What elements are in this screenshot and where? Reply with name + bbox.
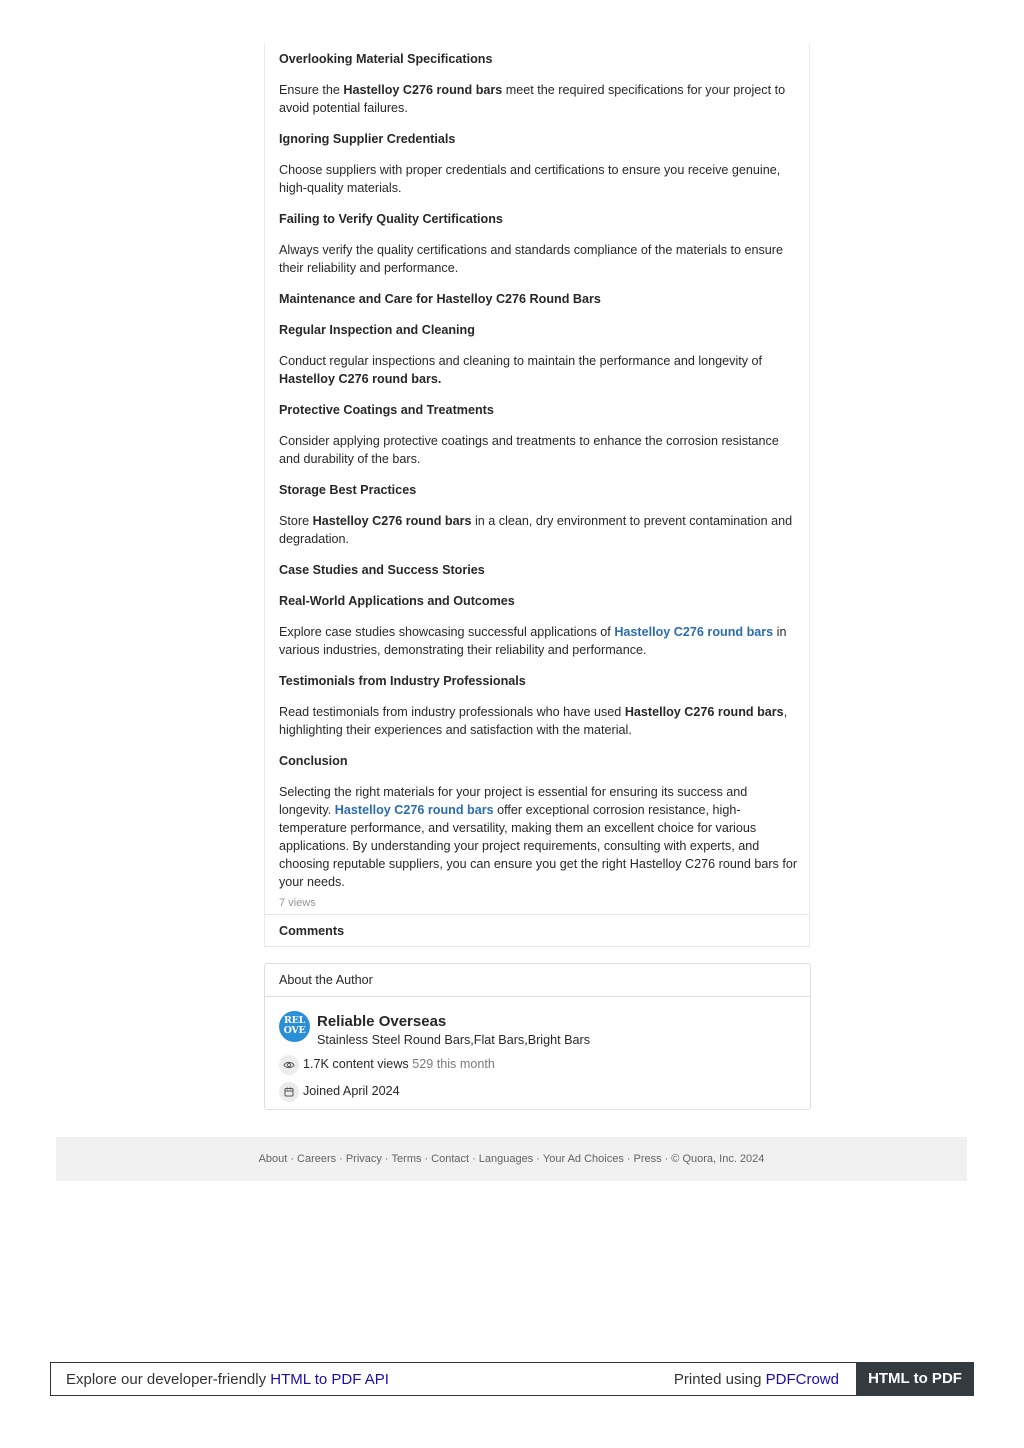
joined-date: Joined April 2024 — [303, 1084, 400, 1098]
comments-label: Comments — [279, 924, 345, 938]
paragraph: Explore case studies showcasing successful applications of Hastelloy C276 round bars in various industries, demonstrating their reliability and performance. — [279, 625, 787, 657]
footer-link-terms[interactable]: Terms — [391, 1153, 422, 1165]
footer-link-press[interactable]: Press — [633, 1153, 662, 1165]
footer-link-languages[interactable]: Languages — [478, 1153, 534, 1165]
section-heading: Storage Best Practices — [279, 483, 417, 497]
answer-card — [264, 44, 810, 947]
answer-body — [279, 50, 799, 891]
about-author-card — [264, 963, 811, 1110]
footer-link-ad-choices[interactable]: Your Ad Choices — [542, 1153, 624, 1165]
bold-text: Hastelloy C276 round bars — [624, 705, 784, 719]
pdfcrowd-explore: Explore our developer-friendly HTML to PDF API — [66, 1371, 389, 1388]
eye-icon — [279, 1055, 299, 1075]
author-name-link[interactable]: Reliable Overseas — [317, 1013, 447, 1030]
author-credential: Stainless Steel Round Bars,Flat Bars,Bright Bars — [317, 1033, 590, 1047]
product-link[interactable]: Hastelloy C276 round bars — [614, 625, 774, 639]
section-heading: Failing to Verify Quality Certifications — [279, 212, 503, 226]
section-heading: Regular Inspection and Cleaning — [279, 323, 475, 337]
section-heading: Overlooking Material Specifications — [279, 52, 493, 66]
section-heading: Ignoring Supplier Credentials — [279, 132, 456, 146]
paragraph: Read testimonials from industry professionals who have used Hastelloy C276 round bars, highlighting their experiences and satisfaction with the material. — [279, 705, 788, 737]
footer-link-about[interactable]: About — [258, 1153, 288, 1165]
paragraph: Selecting the right materials for your project is essential for ensuring its success and longevity. Hastelloy C276 round bars offer exceptional corrosion resistance, high-temperature performance, and versatility, making them an excellent choice for various applications. By understanding your project requirements, consulting with experts, and choosing reputable suppliers, you can ensure you get the right Hastelloy C276 round bars for your needs. — [279, 785, 798, 889]
site-footer: About · Careers · Privacy · Terms · Contact · Languages · Your Ad Choices · Press · © Quora, Inc. 2024 — [56, 1137, 967, 1181]
paragraph: Always verify the quality certifications and standards compliance of the materials to ensure their reliability and performance. — [279, 243, 783, 275]
html-to-pdf-api-link[interactable]: HTML to PDF API — [270, 1371, 389, 1388]
section-heading: Protective Coatings and Treatments — [279, 403, 494, 417]
paragraph: Store Hastelloy C276 round bars in a clean, dry environment to prevent contamination and degradation. — [279, 514, 793, 546]
comments-toggle[interactable] — [265, 914, 809, 946]
avatar[interactable]: REL OVE — [279, 1011, 310, 1042]
view-count: 7 views — [279, 897, 316, 909]
bold-text: Hastelloy C276 round bars. — [279, 372, 442, 386]
pdfcrowd-printed: Printed using PDFCrowd — [673, 1371, 839, 1388]
paragraph: Choose suppliers with proper credentials and certifications to ensure you receive genuine, high-quality materials. — [279, 163, 781, 195]
about-author-title: About the Author — [265, 964, 810, 997]
pdfcrowd-link[interactable]: PDFCrowd — [765, 1371, 839, 1388]
calendar-icon — [279, 1082, 299, 1102]
content-views: 1.7K content views — [303, 1057, 409, 1071]
footer-link-privacy[interactable]: Privacy — [345, 1153, 382, 1165]
monthly-views: 529 this month — [412, 1057, 495, 1071]
product-link[interactable]: Hastelloy C276 round bars — [334, 803, 494, 817]
footer-link-contact[interactable]: Contact — [431, 1153, 470, 1165]
section-heading: Case Studies and Success Stories — [279, 563, 485, 577]
footer-copyright: © Quora, Inc. 2024 — [671, 1153, 765, 1165]
paragraph: Consider applying protective coatings and treatments to enhance the corrosion resistance and durability of the bars. — [279, 434, 779, 466]
pdfcrowd-banner — [50, 1362, 974, 1396]
bold-text: Hastelloy C276 round bars — [343, 83, 503, 97]
footer-link-careers[interactable]: Careers — [297, 1153, 337, 1165]
section-heading: Maintenance and Care for Hastelloy C276 Round Bars — [279, 292, 601, 306]
bold-text: Hastelloy C276 round bars — [312, 514, 472, 528]
section-heading: Testimonials from Industry Professionals — [279, 674, 526, 688]
section-heading: Conclusion — [279, 754, 348, 768]
paragraph: Ensure the Hastelloy C276 round bars meet the required specifications for your project to avoid potential failures. — [279, 83, 786, 115]
paragraph: Conduct regular inspections and cleaning to maintain the performance and longevity of Hastelloy C276 round bars. — [279, 354, 763, 386]
section-heading: Real-World Applications and Outcomes — [279, 594, 515, 608]
html-to-pdf-badge[interactable]: HTML to PDF — [856, 1362, 974, 1396]
